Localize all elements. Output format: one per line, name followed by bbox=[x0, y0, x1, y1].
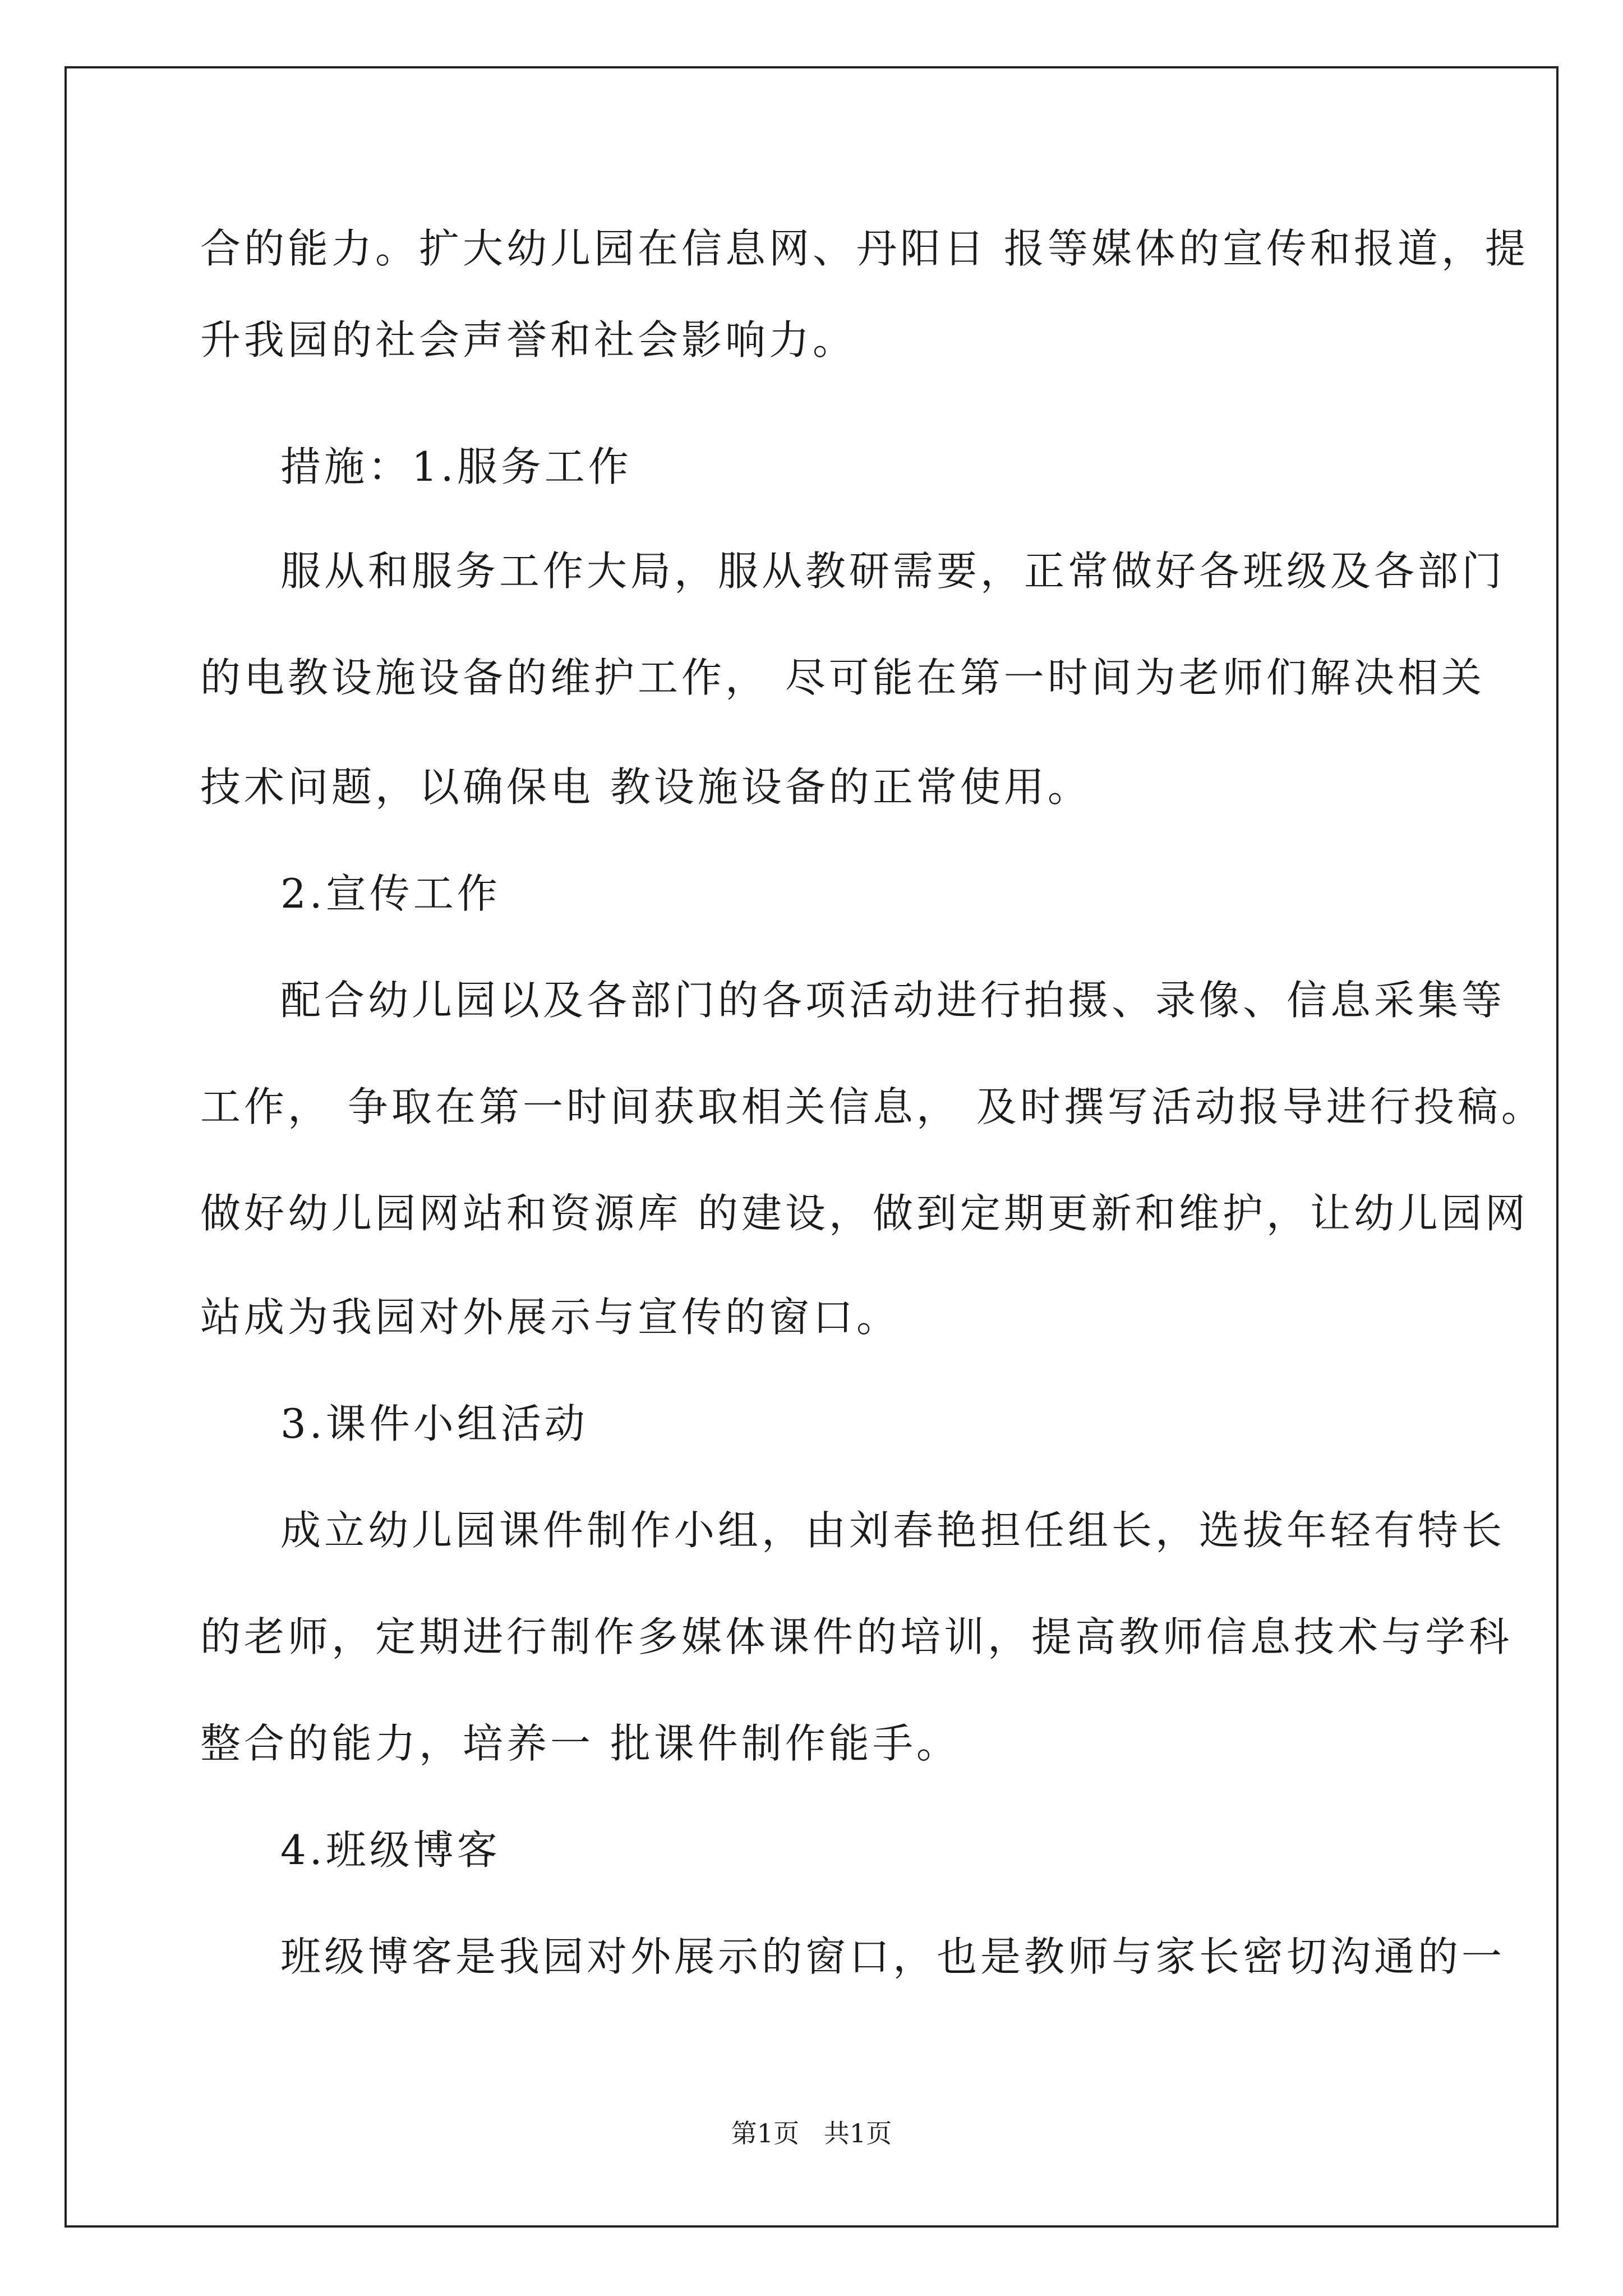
paragraph-line: 站成为我园对外展示与宣传的窗口。 bbox=[200, 1294, 901, 1341]
page-frame bbox=[64, 66, 1559, 2228]
paragraph-line: 服从和服务工作大局，服从教研需要，正常做好各班级及各部门 bbox=[280, 547, 1506, 595]
paragraph-line: 做好幼儿园网站和资源库 的建设，做到定期更新和维护，让幼儿园网 bbox=[200, 1190, 1529, 1237]
paragraph-line: 班级博客是我园对外展示的窗口，也是教师与家长密切沟通的一 bbox=[280, 1933, 1506, 1980]
paragraph-line: 合的能力。扩大幼儿园在信息网、丹阳日 报等媒体的宣传和报道，提 bbox=[200, 225, 1529, 272]
section-heading-courseware: 3.课件小组活动 bbox=[280, 1400, 588, 1447]
paragraph-line: 工作， 争取在第一时间获取相关信息， 及时撰写活动报导进行投稿。 bbox=[200, 1083, 1545, 1130]
section-heading-class-blog: 4.班级博客 bbox=[280, 1826, 501, 1874]
paragraph-line: 的老师，定期进行制作多媒体课件的培训，提高教师信息技术与学科 bbox=[200, 1613, 1513, 1660]
paragraph-line: 整合的能力，培养一 批课件制作能手。 bbox=[200, 1720, 960, 1767]
paragraph-line: 配合幼儿园以及各部门的各项活动进行拍摄、录像、信息采集等 bbox=[280, 977, 1506, 1024]
section-heading-publicity: 2.宣传工作 bbox=[280, 870, 501, 917]
paragraph-line: 的电教设施设备的维护工作， 尽可能在第一时间为老师们解决相关 bbox=[200, 654, 1485, 701]
paragraph-line: 成立幼儿园课件制作小组，由刘春艳担任组长，选拔年轻有特长 bbox=[280, 1507, 1506, 1554]
paragraph-line: 技术问题，以确保电 教设施设备的正常使用。 bbox=[200, 763, 1091, 811]
page-footer: 第1页 共1页 bbox=[731, 2118, 892, 2148]
paragraph-line: 升我园的社会声誉和社会影响力。 bbox=[200, 316, 857, 364]
section-heading-measures: 措施：1.服务工作 bbox=[280, 443, 632, 490]
